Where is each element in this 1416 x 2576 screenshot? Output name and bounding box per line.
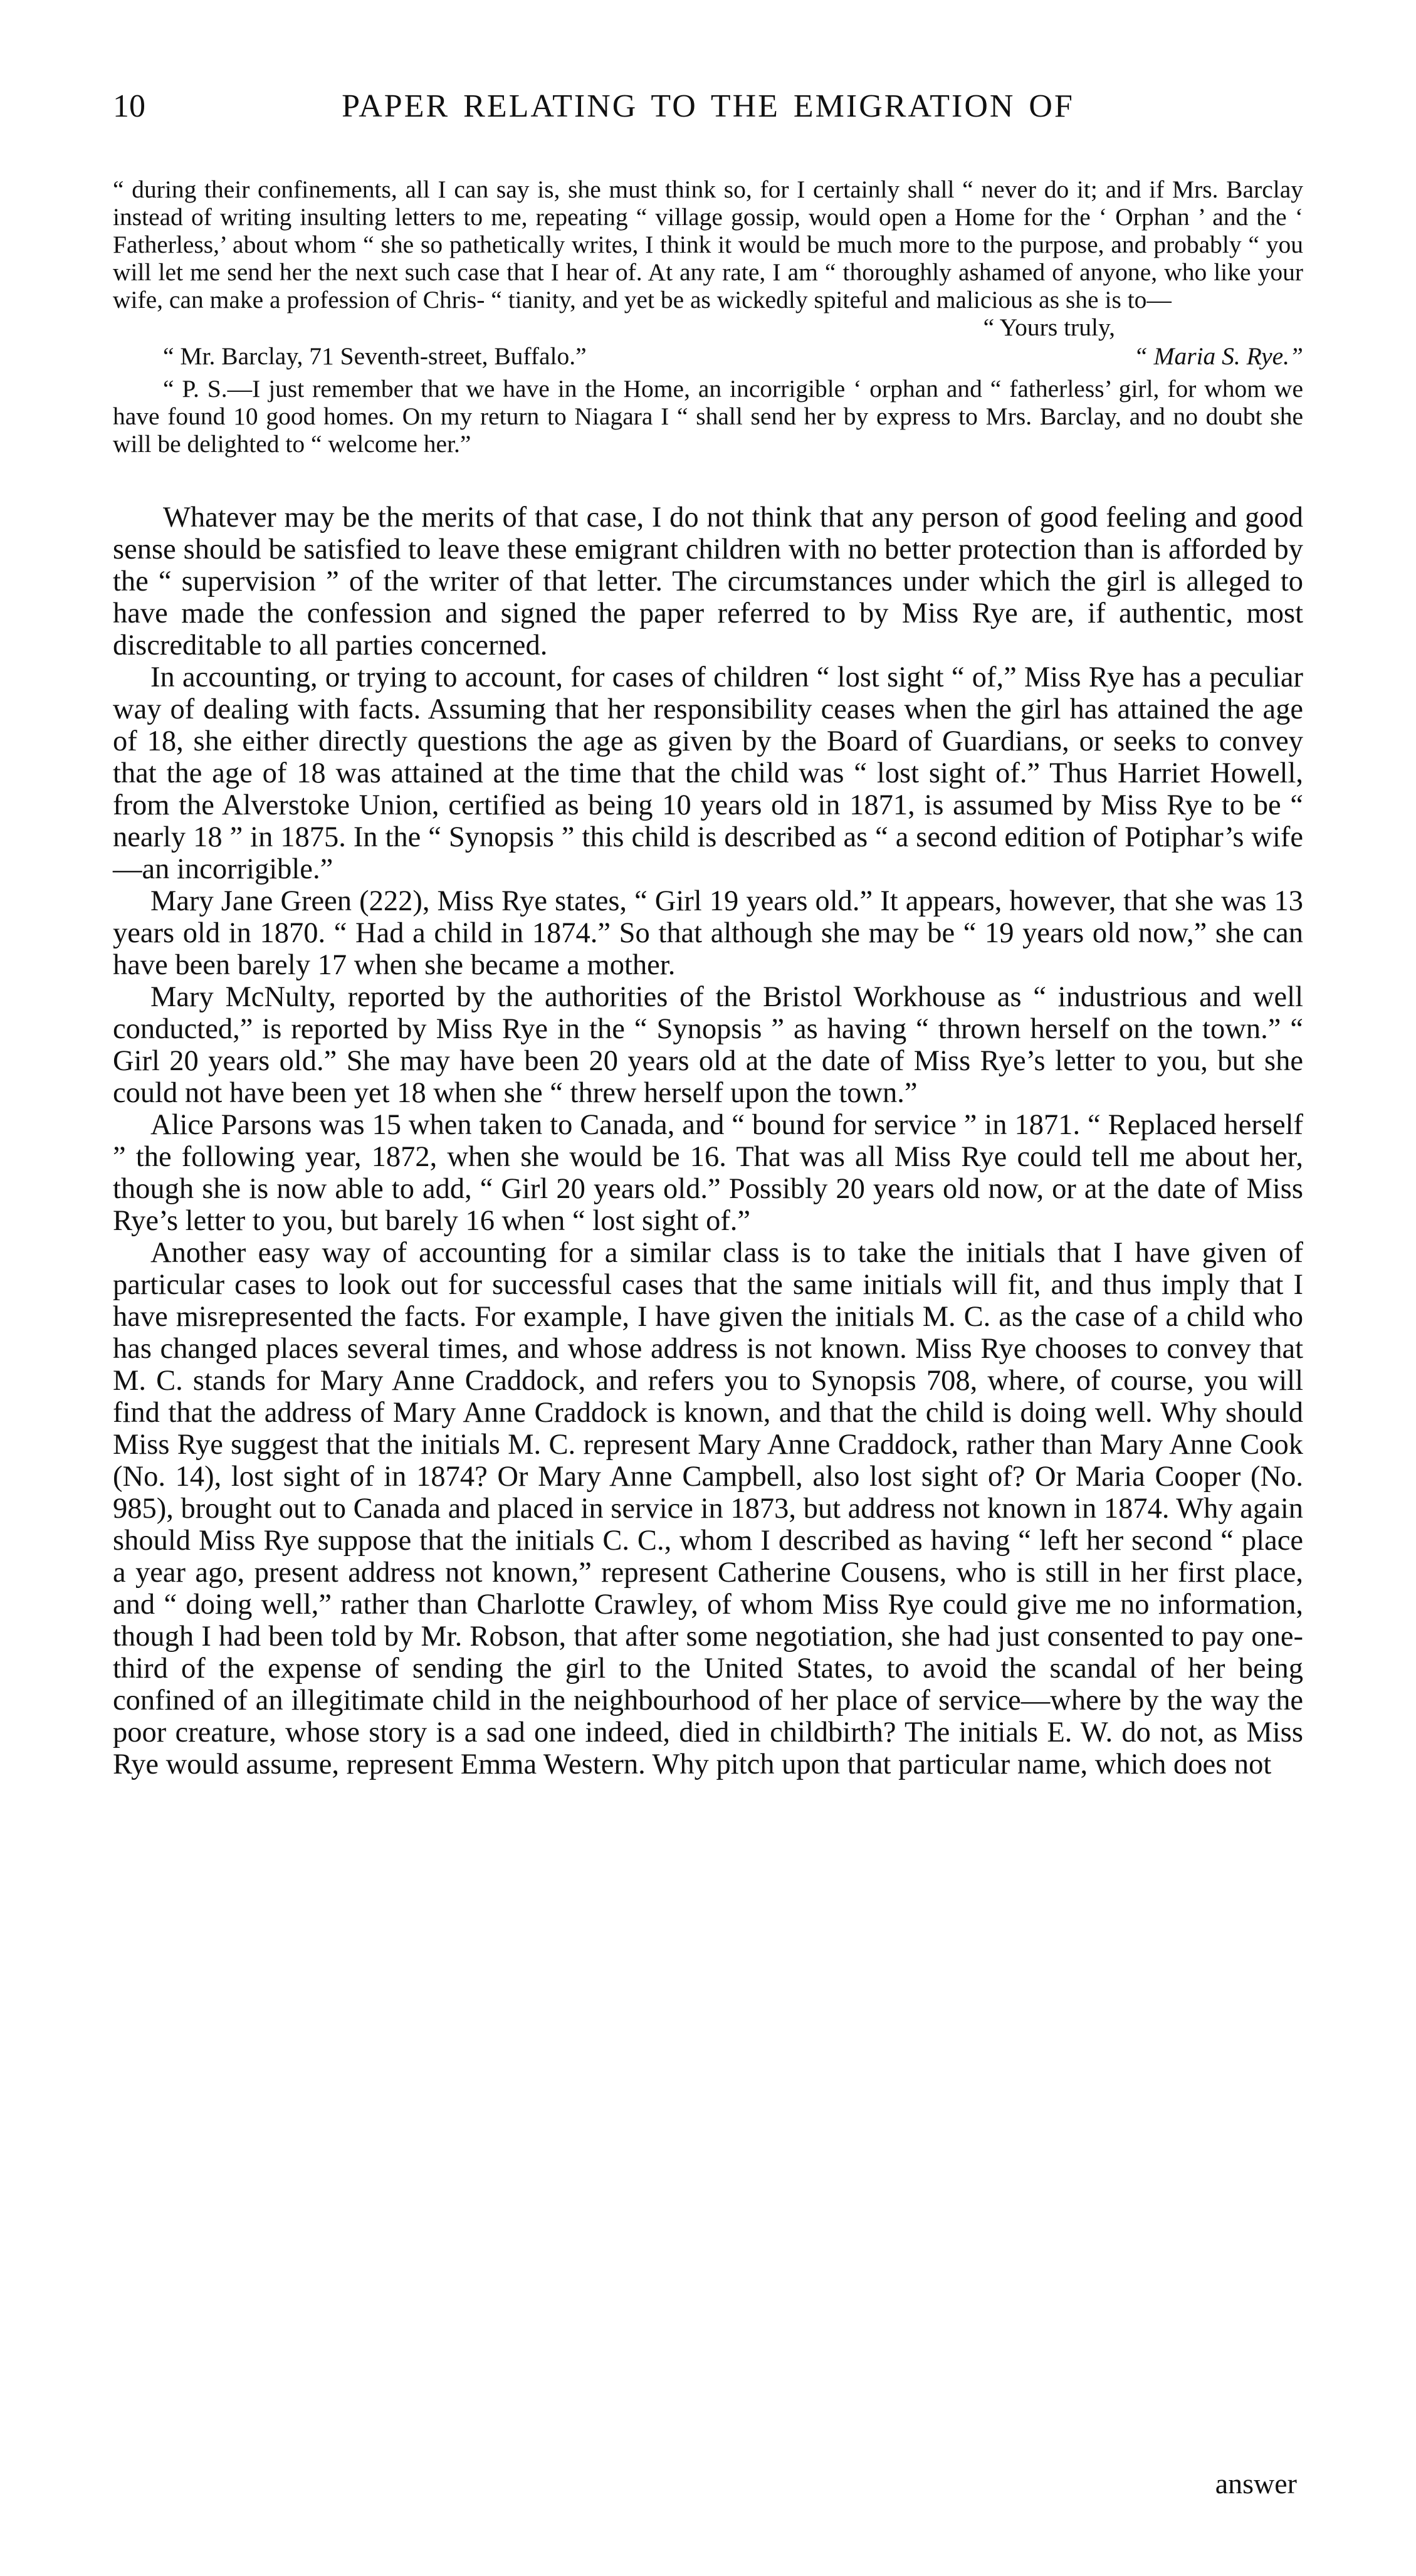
letter-body: “ during their confinements, all I can say is, she must think so, for I certainly shall “ never do it; and if Mrs. Barclay instead of writing insulting letters to me, repeating “ village gossip, would open a Home for the ‘ Orphan ’ and the ‘ Fatherless,’ about whom “ she so pathetically writes, I think it would be much more to the purpose, and probably “ you will let me send her the next such case that I hear of. At any rate, I am “ thoroughly ashamed of anyone, who like your wife, can make a profession of Chris- “ tianity, and yet be as wickedly spiteful and malicious as she is to—: [113, 176, 1303, 313]
page-title: PAPER RELATING TO THE EMIGRATION OF: [342, 88, 1074, 124]
paragraph: Another easy way of accounting for a similar class is to take the initials that I have given of particular cases to look out for successful cases that the same initials will fit, and thus imply that I have misrepresented the facts. For example, I have given the initials M. C. as the case of a child who has changed places several times, and whose address is not known. Miss Rye chooses to convey that M. C. stands for Mary Anne Craddock, and refers you to Synopsis 708, where, of course, you will find that the address of Mary Anne Craddock is known, and that the child is doing well. Why should Miss Rye suggest that the initials M. C. represent Mary Anne Craddock, rather than Mary Anne Cook (No. 14), lost sight of in 1874? Or Mary Anne Campbell, also lost sight of? Or Maria Cooper (No. 985), brought out to Canada and placed in service in 1873, but address not known in 1874. Why again should Miss Rye suppose that the initials C. C., whom I described as having “ left her second “ place a year ago, present address not known,” represent Catherine Cousens, who is still in her first place, and “ doing well,” rather than Charlotte Crawley, of whom Miss Rye could give me no information, though I had been told by Mr. Robson, that after some negotiation, she had just consented to pay one-third of the expense of sending the girl to the United States, to avoid the scandal of her being confined of an illegitimate child in the neighbourhood of her place of service—where by the way the poor creature, whose story is a sad one indeed, died in childbirth? The initials E. W. do not, as Miss Rye would assume, represent Emma Western. Why pitch upon that particular name, which does not: [113, 1237, 1303, 1780]
paragraph: In accounting, or trying to account, for cases of children “ lost sight “ of,” Miss Rye has a peculiar way of dealing with facts. Assuming that her responsibility ceases when the girl has attained the age of 18, she either directly questions the age as given by the Board of Guardians, or seeks to convey that the age of 18 was attained at the time that the child was “ lost sight of.” Thus Harriet Howell, from the Alverstoke Union, certified as being 10 years old in 1871, is assumed by Miss Rye to be “ nearly 18 ” in 1875. In the “ Synopsis ” this child is described as “ a second edition of Potiphar’s wife—an incorrigible.”: [113, 661, 1303, 885]
paragraph: Mary Jane Green (222), Miss Rye states, “ Girl 19 years old.” It appears, however, that she was 13 years old in 1870. “ Had a child in 1874.” So that although she may be “ 19 years old now,” she can have been barely 17 when she became a mother.: [113, 885, 1303, 981]
paragraph: Mary McNulty, reported by the authorities of the Bristol Workhouse as “ industrious and well conducted,” is reported by Miss Rye in the “ Synopsis ” as having “ thrown herself on the town.” “ Girl 20 years old.” She may have been 20 years old at the date of Miss Rye’s letter to you, but she could not have been yet 18 when she “ threw herself upon the town.”: [113, 981, 1303, 1109]
letter-signature: “ Maria S. Rye.”: [1133, 342, 1303, 370]
running-head: [113, 88, 1303, 138]
letter-postscript: “ P. S.—I just remember that we have in the Home, an incorrigible ‘ orphan and “ fatherless’ girl, for whom we have found 10 good homes. On my return to Niagara I “ shall send her by express to Mrs. Barclay, and no doubt she will be delighted to “ welcome her.”: [113, 375, 1303, 458]
paragraph: Whatever may be the merits of that case, I do not think that any person of good feeling and good sense should be satisfied to leave these emigrant children with no better protection than is afforded by the “ supervision ” of the writer of that letter. The circumstances under which the girl is alleged to have made the confession and signed the paper referred to by Miss Rye are, if authentic, most discreditable to all parties concerned.: [113, 502, 1303, 661]
letter-closing: “ Yours truly,: [983, 313, 1115, 341]
letter-signoff: [113, 313, 1303, 371]
body-text: [113, 502, 1303, 1780]
catchword: answer: [1215, 2468, 1297, 2500]
paragraph: Alice Parsons was 15 when taken to Canada, and “ bound for service ” in 1871. “ Replaced herself ” the following year, 1872, when she would be 16. That was all Miss Rye could tell me about her, though she is now able to add, “ Girl 20 years old.” Possibly 20 years old now, or at the date of Miss Rye’s letter to you, but barely 16 when “ lost sight of.”: [113, 1109, 1303, 1237]
page-number: 10: [113, 88, 145, 124]
quoted-letter: [113, 176, 1303, 458]
letter-address: “ Mr. Barclay, 71 Seventh-street, Buffalo.”: [163, 342, 587, 370]
